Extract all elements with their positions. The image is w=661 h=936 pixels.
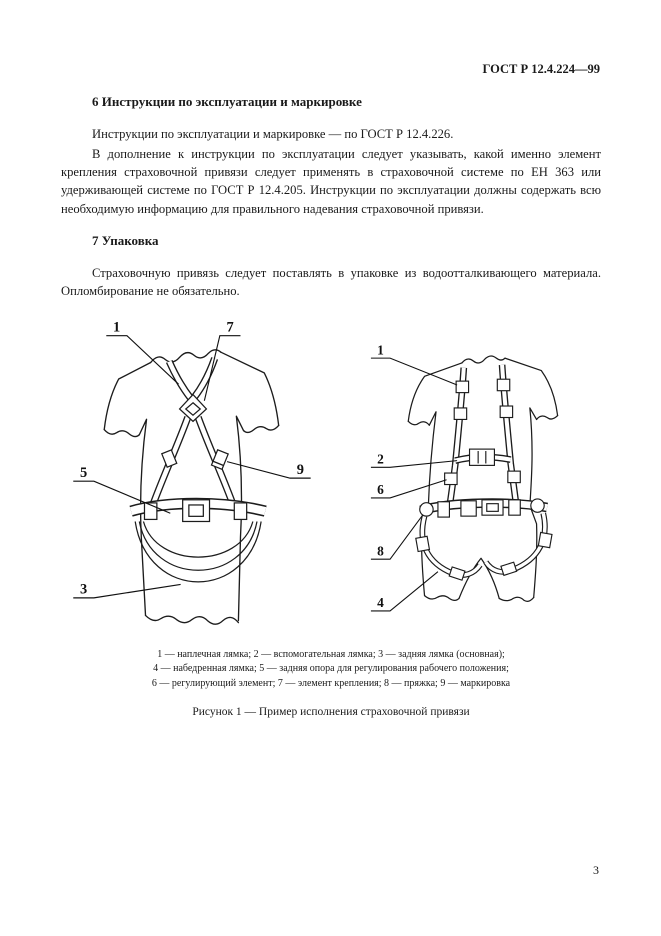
legend-line-3: 6 — регулирующий элемент; 7 — элемент крепления; 8 — пряжка; 9 — маркировка: [151, 677, 511, 689]
legend-line-2: 4 — набедренная лямка; 5 — задняя опора для регулирования рабочего положения;: [153, 663, 509, 675]
leg-strap-adjuster: [449, 567, 465, 580]
back-torso-outline: [408, 356, 557, 601]
harness-front-view-figure: [69, 314, 317, 634]
callout-2-label: 2: [376, 451, 384, 467]
leg-strap-adjuster: [415, 536, 429, 551]
adjusting-element: [444, 473, 456, 484]
right-hip-link: [234, 503, 246, 520]
leg-strap-adjuster: [538, 532, 552, 547]
figure-caption: Рисунок 1 — Пример исполнения страховочной привязи: [192, 706, 470, 719]
back-straps: [420, 365, 546, 575]
callout-3-label: 3: [79, 581, 87, 598]
callout-4-label: 4: [376, 594, 384, 610]
belt-buckle-ring: [419, 503, 432, 516]
back-sling-strap: [135, 521, 261, 581]
figure-legend: [61, 648, 601, 692]
strap-loop: [454, 408, 466, 419]
callout-6-label: 6: [376, 481, 384, 497]
callout-8-label: 8: [376, 543, 384, 559]
shoulder-straps: [151, 358, 234, 508]
front-callouts: [73, 319, 310, 597]
leg-strap-adjuster: [500, 562, 516, 575]
section-6-paragraph-2: В дополнение к инструкции по эксплуатации следует указывать, какой именно элемент крепления страховочной привязи следует применять в страховочной системе по ЕН 363 или удерживающей системе по ГОСТ Р 12.4.205. Инструкции по эксплуатации должны содержать всю необходимую информацию для правильного надевания страховочной привязи.: [61, 147, 601, 216]
belt-buckle-ring: [530, 499, 543, 512]
callout-5-label: 5: [79, 464, 87, 481]
front-torso-outline: [104, 350, 278, 624]
harness-drawings: [61, 314, 601, 634]
adjusting-element: [507, 471, 519, 482]
page-content: [61, 94, 601, 718]
section-7-heading: 7 Упаковка: [92, 232, 159, 248]
callout-1-leader: [370, 358, 456, 385]
document-code: ГОСТ Р 12.4.224—99: [482, 62, 600, 76]
legend-line-1: 1 — наплечная лямка; 2 — вспомогательная лямка; 3 — задняя лямка (основная);: [157, 648, 505, 660]
section-6-paragraph-1: Инструкции по эксплуатации и маркировке — по ГОСТ Р 12.4.226.: [92, 127, 454, 141]
callout-1-label: 1: [112, 319, 120, 336]
callout-7-label: 7: [226, 319, 234, 336]
strap-loop: [456, 381, 468, 392]
harness-back-view-figure: [369, 314, 594, 634]
section-7-paragraph-1: Страховочную привязь следует поставлять в упаковке из водоотталкивающего материала. Опломбирование не обязательно.: [61, 265, 601, 298]
figure-1: [61, 314, 601, 719]
attachment-element: [179, 394, 206, 421]
callout-3-leader: [73, 581, 180, 598]
page-number: 3: [593, 863, 599, 877]
strap-loop: [497, 379, 509, 390]
callout-1-label: 1: [376, 342, 384, 358]
chest-buckle: [469, 449, 494, 465]
strap-loop: [500, 406, 512, 417]
callout-9-label: 9: [296, 461, 304, 478]
callout-1-leader: [106, 336, 178, 385]
section-6-heading: 6 Инструкции по эксплуатации и маркировке: [92, 94, 362, 109]
